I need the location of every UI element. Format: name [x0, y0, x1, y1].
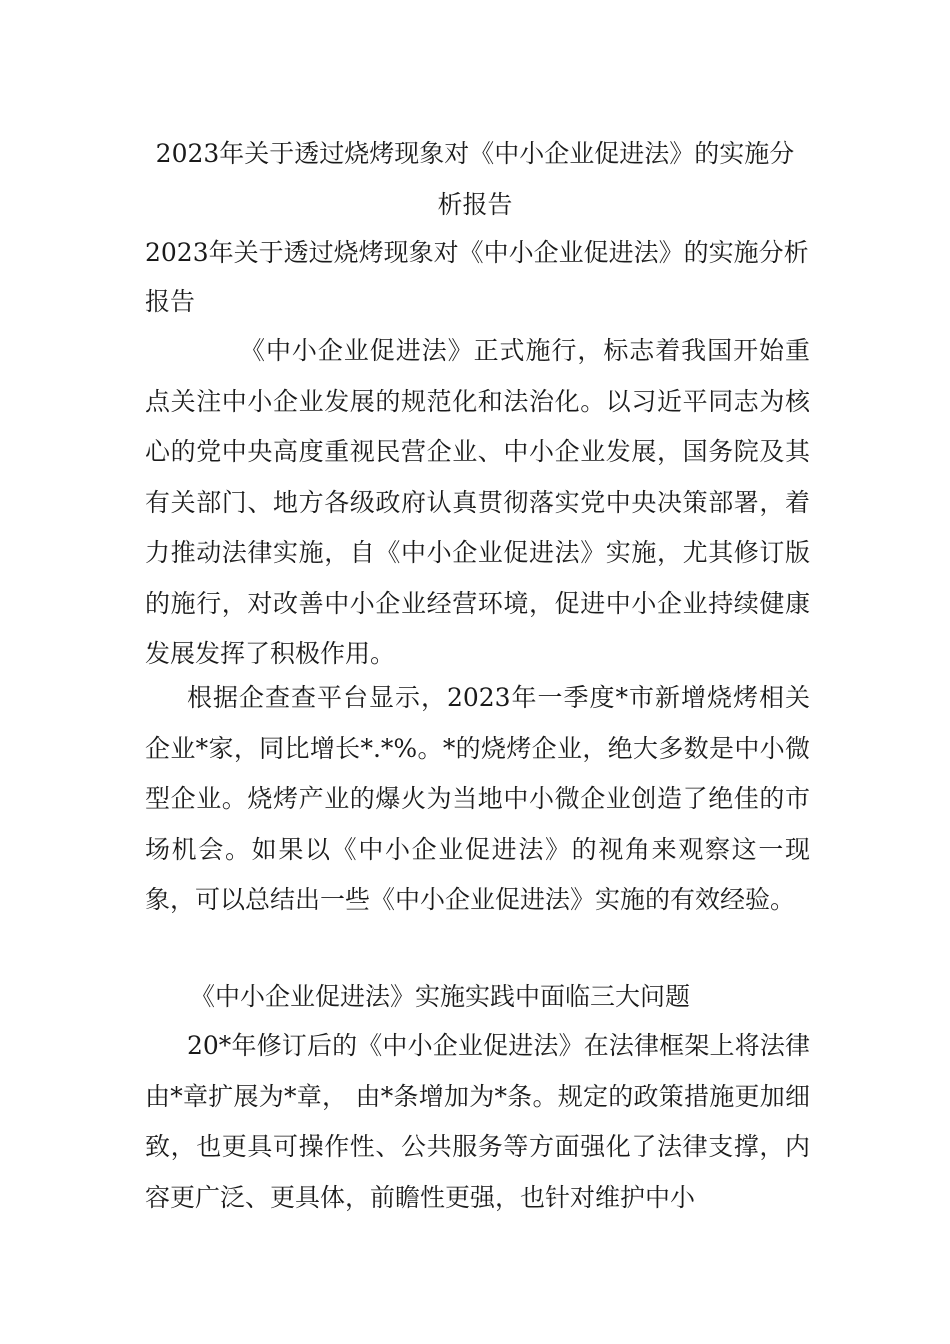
document-title-repeat: 2023年关于透过烧烤现象对《中小企业促进法》的实施分析报告	[145, 238, 809, 316]
title-line-2: 析报告	[437, 190, 513, 219]
document-title	[120, 128, 830, 230]
paragraph-1: 《中小企业促进法》正式施行，标志着我国开始重点关注中小企业发展的规范化和法治化。以习近平同志为核心的党中央高度重视民营企业、中小企业发展，国务院及其有关部门、地方各级政府认真贯彻落实党中央决策部署，着力推动法律实施，自《中小企业促进法》实施，尤其修订版的施行，对改善中小企业经营环境，促进中小企业持续健康发展发挥了积极作用。	[145, 336, 810, 668]
paragraph-3: 20*年修订后的《中小企业促进法》在法律框架上将法律由*章扩展为*章， 由*条增加为*条。规定的政策措施更加细致，也更具可操作性、公共服务等方面强化了法律支撑，内容更广泛、更具体，前瞻性更强，也针对维护中小	[145, 1031, 810, 1212]
section-heading: 《中小企业促进法》实施实践中面临三大问题	[190, 982, 691, 1011]
paragraph-2: 根据企查查平台显示，2023年一季度*市新增烧烤相关企业*家，同比增长*.*%。*的烧烤企业，绝大多数是中小微型企业。烧烤产业的爆火为当地中小微企业创造了绝佳的市场机会。如果以《中小企业促进法》的视角来观察这一现象，可以总结出一些《中小企业促进法》实施的有效经验。	[145, 683, 810, 914]
title-line-1: 2023年关于透过烧烤现象对《中小企业促进法》的实施分	[155, 139, 795, 168]
